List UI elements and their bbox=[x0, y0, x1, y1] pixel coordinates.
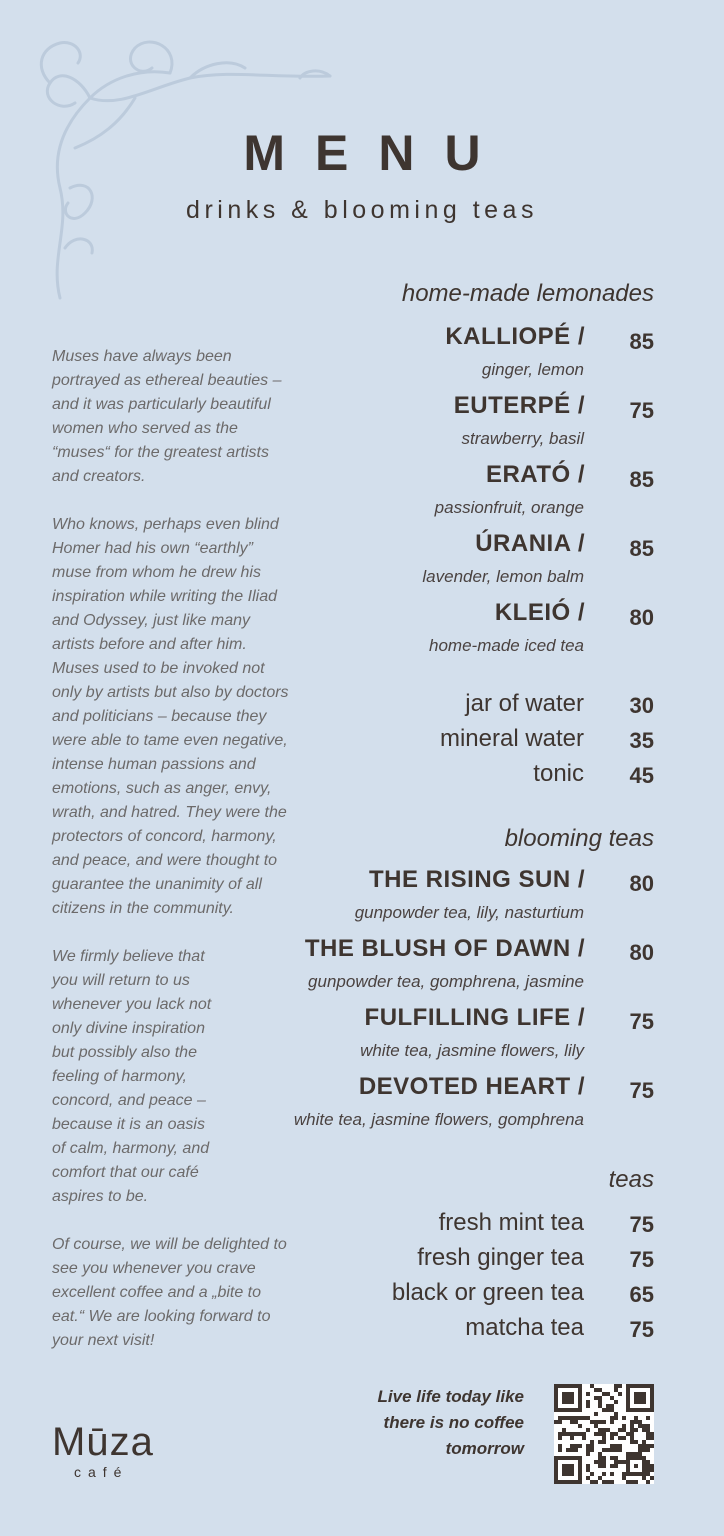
slogan-line: tomorrow bbox=[445, 1439, 524, 1458]
logo-subtitle: café bbox=[74, 1464, 129, 1480]
menu-item-name: mineral water bbox=[439, 725, 584, 752]
section-heading-blooming-teas: blooming teas bbox=[504, 825, 654, 852]
intro-paragraph: Who knows, perhaps even blind Homer had his own “earthly” muse from whom he drew his inspiration while writing the Iliad and Odyssey, just like many artists before and after him. Muses used to be invoked not only by artists but also by doctors and politicians – because they were able to tame even negative, intense human passions and emotions, such as anger, envy, wrath, and hatred. They were the protectors of concord, harmony, and peace, and were thought to guarantee the unanimity of all citizens in the community. bbox=[52, 516, 289, 917]
menu-item-name: ÚRANIA / bbox=[475, 530, 585, 557]
menu-item-price: 80 bbox=[629, 871, 654, 896]
intro-paragraph: Of course, we will be delighted to see you whenever you crave excellent coffee and a „bite to eat.“ We are looking forward to your next visit! bbox=[52, 1236, 287, 1349]
menu-item-price: 75 bbox=[629, 1212, 654, 1237]
menu-item-price: 75 bbox=[629, 1009, 654, 1034]
menu-item-desc: ginger, lemon bbox=[481, 360, 584, 379]
menu-item-price: 75 bbox=[629, 398, 654, 423]
slogan bbox=[324, 1384, 524, 1462]
menu-item-desc: white tea, jasmine flowers, lily bbox=[360, 1041, 584, 1060]
menu-item-price: 85 bbox=[629, 467, 654, 492]
menu-item-desc: passionfruit, orange bbox=[434, 498, 584, 517]
menu-item-price: 65 bbox=[629, 1282, 654, 1307]
intro-paragraph: We firmly believe that you will return to us whenever you lack not only divine inspiration but possibly also the feeling of harmony, concord, and peace – because it is an oasis of calm, harmony, and comfort that our café aspires to be. bbox=[52, 948, 212, 1205]
intro-paragraph: Muses have always been portrayed as ethereal beauties – and it was particularly beautiful women who served as the “muses“ for the greatest artists and creators. bbox=[52, 348, 282, 485]
menu-item-name: DEVOTED HEART / bbox=[358, 1073, 585, 1100]
muza-cafe-logo bbox=[52, 1420, 182, 1480]
menu-item-price: 80 bbox=[629, 940, 654, 965]
menu-item-desc: gunpowder tea, lily, nasturtium bbox=[354, 903, 584, 922]
menu-item-name: matcha tea bbox=[465, 1314, 584, 1341]
intro-text bbox=[52, 345, 292, 1353]
menu-item-name: fresh mint tea bbox=[438, 1209, 584, 1236]
menu-item-price: 75 bbox=[629, 1247, 654, 1272]
slogan-line: Live life today like bbox=[377, 1387, 524, 1406]
section-heading-lemonades: home-made lemonades bbox=[401, 280, 654, 307]
menu-item-price: 75 bbox=[629, 1078, 654, 1103]
page-subtitle: drinks & blooming teas bbox=[186, 196, 538, 224]
menu-item-price: 85 bbox=[629, 536, 654, 561]
menu-item-desc: lavender, lemon balm bbox=[422, 567, 584, 586]
menu-item-desc: strawberry, basil bbox=[461, 429, 584, 448]
menu-item-name: KLEIÓ / bbox=[494, 599, 585, 626]
section-heading-teas: teas bbox=[608, 1166, 654, 1193]
menu-item-price: 45 bbox=[629, 763, 654, 788]
page-title: MENU bbox=[243, 125, 511, 181]
menu-item-price: 35 bbox=[629, 728, 654, 753]
menu-item-name: KALLIOPÉ / bbox=[445, 323, 585, 350]
menu-item-price: 75 bbox=[629, 1317, 654, 1342]
menu-item-desc: gunpowder tea, gomphrena, jasmine bbox=[308, 972, 584, 991]
menu-item-name: jar of water bbox=[465, 690, 584, 717]
menu-item-name: EUTERPÉ / bbox=[453, 392, 585, 419]
menu-item-name: THE BLUSH OF DAWN / bbox=[304, 935, 585, 962]
menu-item-name: fresh ginger tea bbox=[417, 1244, 584, 1271]
menu-item-desc: white tea, jasmine flowers, gomphrena bbox=[293, 1110, 584, 1129]
menu-item-price: 85 bbox=[629, 329, 654, 354]
menu-item-price: 30 bbox=[629, 693, 654, 718]
qr-code-icon[interactable] bbox=[554, 1384, 654, 1484]
menu-item-desc: home-made iced tea bbox=[429, 636, 584, 655]
menu-item-name: FULFILLING LIFE / bbox=[364, 1004, 585, 1031]
menu-item-name: ERATÓ / bbox=[485, 461, 585, 488]
slogan-line: there is no coffee bbox=[383, 1413, 524, 1432]
menu-item-price: 80 bbox=[629, 605, 654, 630]
logo-wordmark: Mūza bbox=[52, 1420, 154, 1464]
menu-item-name: THE RISING SUN / bbox=[368, 866, 585, 893]
menu-item-name: black or green tea bbox=[391, 1279, 584, 1306]
menu-item-name: tonic bbox=[533, 760, 584, 787]
